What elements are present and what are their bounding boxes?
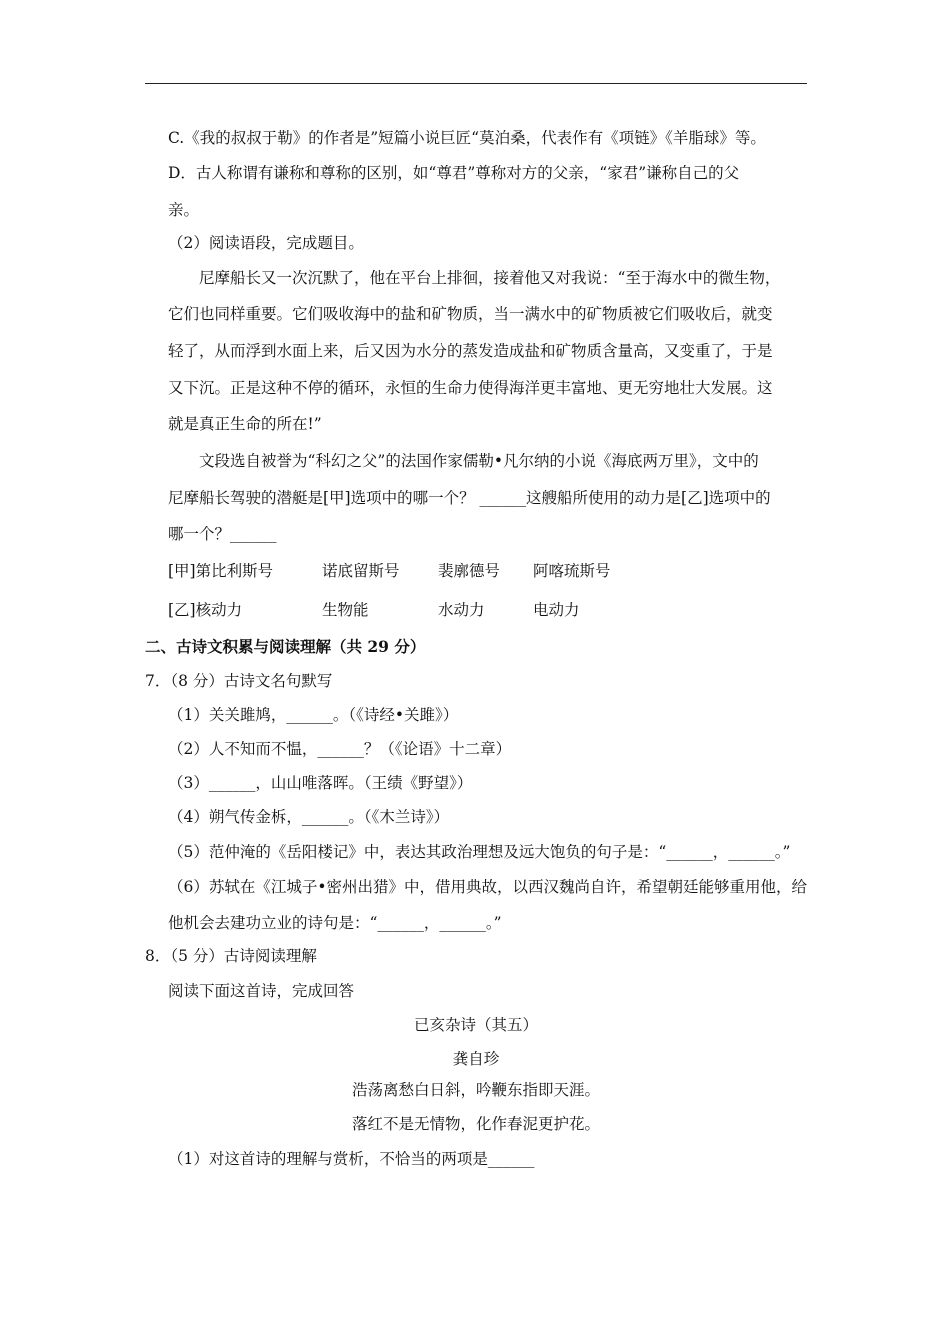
poem-author: 龚自珍: [452, 1050, 500, 1068]
poem-title: 已亥杂诗（其五）: [413, 1016, 538, 1034]
question-text-line: 哪一个？______: [168, 525, 277, 543]
subquestion-heading: （2）阅读语段，完成题目。: [168, 234, 364, 252]
question-7-item: （4）朔气传金柝，______。（《木兰诗》）: [168, 808, 450, 826]
question-8-heading: 8．（5 分）古诗阅读理解: [145, 947, 317, 965]
question-text-line: 文段选自被誉为“科幻之父”的法国作家儒勒•凡尔纳的小说《海底两万里》，文中的: [199, 452, 759, 470]
question-7-item: （5）范仲淹的《岳阳楼记》中，表达其政治理想及远大饱负的句子是：“______，______。”: [168, 843, 791, 861]
passage-line: 又下沉。正是这种不停的循环，永恒的生命力使得海洋更丰富地、更无穷地壮大发展。这: [168, 379, 773, 397]
passage-line: 尼摩船长又一次沉默了，他在平台上排徊，接着他又对我说：“至于海水中的微生物，: [199, 269, 781, 287]
passage-line: 就是真正生命的所在!”: [168, 415, 322, 433]
option-jia-4: 阿喀琉斯号: [533, 562, 611, 580]
question-7-heading: 7．（8 分）古诗文名句默写: [145, 672, 333, 690]
header-rule: [145, 83, 807, 84]
option-yi-3: 水动力: [438, 601, 485, 619]
question-8-intro: 阅读下面这首诗，完成回答: [168, 982, 355, 1000]
option-yi-2: 生物能: [322, 601, 369, 619]
question-7-item: （3）______，山山唯落晖。（王绩《野望》）: [168, 774, 473, 792]
question-text-line: 尼摩船长驾驶的潜艇是[甲]选项中的哪一个？ ______这艘船所使用的动力是[乙]选项中的: [168, 489, 771, 507]
option-d-text-line2: 亲。: [168, 201, 200, 219]
poem-line: 落红不是无情物，化作春泥更护花。: [351, 1115, 600, 1133]
question-7-item: （2）人不知而不愠，______？（《论语》十二章）: [168, 740, 512, 758]
question-7-item: （1）关关雎鸠，______。（《诗经•关雎》）: [168, 706, 459, 724]
passage-line: 轻了，从而浮到水面上来，后又因为水分的蒸发造成盐和矿物质含量高，又变重了，于是: [168, 342, 773, 360]
question-7-item: （6）苏轼在《江城子•密州出猎》中，借用典故，以西汉魏尚自许，希望朝廷能够重用他，给: [168, 878, 808, 896]
passage-line: 它们也同样重要。它们吸收海中的盐和矿物质，当一满水中的矿物质被它们吸收后，就变: [168, 305, 773, 323]
option-yi-1: [乙]核动力: [168, 601, 243, 619]
option-jia-2: 诺底留斯号: [322, 562, 400, 580]
option-jia-1: [甲]第比利斯号: [168, 562, 274, 580]
question-8-subquestion: （1）对这首诗的理解与赏析，不恰当的两项是______: [168, 1150, 535, 1168]
option-d-text-line1: D．古人称谓有谦称和尊称的区别，如“尊君”尊称对方的父亲，“家君”谦称自己的父: [168, 164, 740, 182]
poem-line: 浩荡离愁白日斜，吟鞭东指即天涯。: [351, 1081, 600, 1099]
option-jia-3: 裴廓德号: [438, 562, 501, 580]
option-yi-4: 电动力: [533, 601, 580, 619]
section-heading: 二、古诗文积累与阅读理解（共 29 分）: [145, 637, 426, 656]
option-c-text: C.《我的叔叔于勒》的作者是”短篇小说巨匠“莫泊桑，代表作有《项链》《羊脂球》等。: [168, 129, 766, 147]
question-7-item: 他机会去建功立业的诗句是：“______，______。”: [168, 914, 502, 932]
